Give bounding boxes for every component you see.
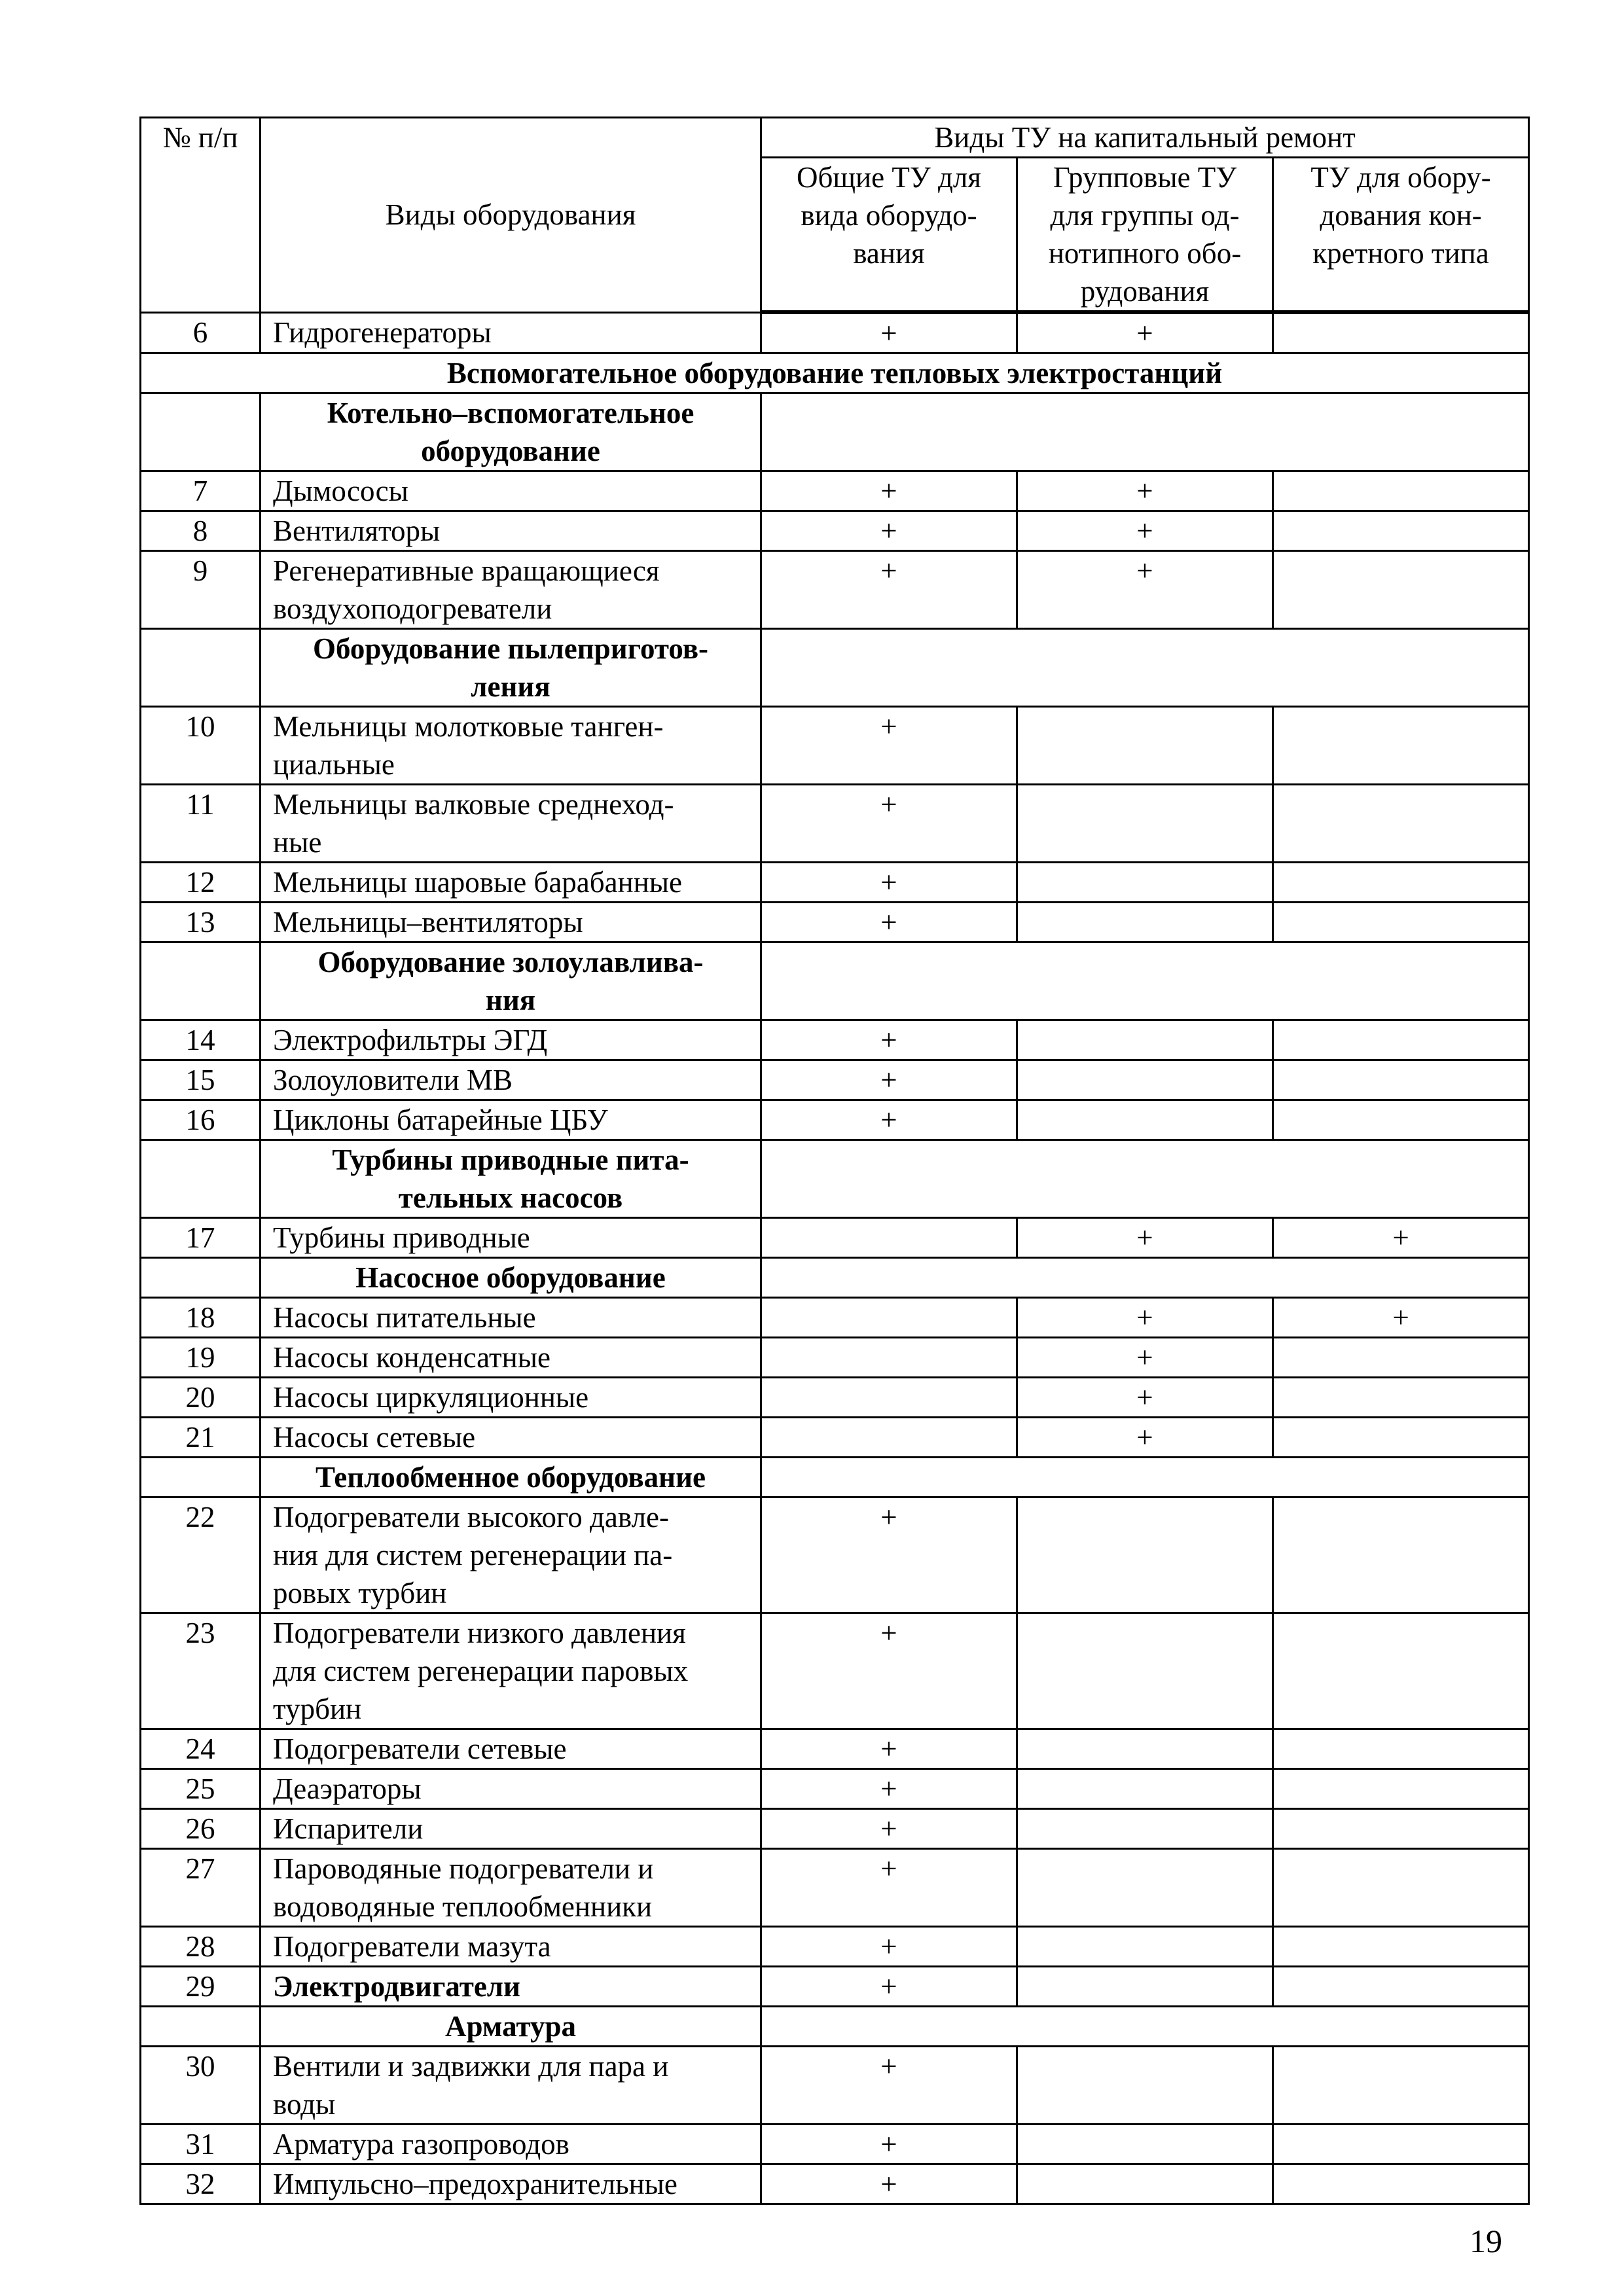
general-tu-mark: + xyxy=(761,1613,1017,1729)
group-tu-mark: + xyxy=(1017,511,1273,551)
specific-tu-mark xyxy=(1273,903,1529,942)
specific-tu-mark xyxy=(1273,2164,1529,2204)
header-equipment: Виды оборудования xyxy=(261,118,761,313)
group-tu-mark: + xyxy=(1017,471,1273,511)
section-row xyxy=(141,353,1529,393)
specific-tu-mark xyxy=(1273,1060,1529,1100)
specific-tu-mark xyxy=(1273,1927,1529,1967)
group-tu-mark: + xyxy=(1017,1338,1273,1378)
general-tu-mark: + xyxy=(761,1729,1017,1769)
subsection-row xyxy=(141,629,1529,707)
table-row xyxy=(141,551,1529,629)
general-tu-mark: + xyxy=(761,551,1017,629)
general-tu-mark: + xyxy=(761,1020,1017,1060)
specific-tu-mark xyxy=(1273,551,1529,629)
equipment-name: Вентили и задвижки для пара и воды xyxy=(261,2047,761,2125)
subsection-title: Теплообменное оборудование xyxy=(261,1458,761,1498)
subsection-row xyxy=(141,942,1529,1020)
group-tu-mark xyxy=(1017,1100,1273,1140)
row-number: 15 xyxy=(141,1060,261,1100)
table-row xyxy=(141,903,1529,942)
specific-tu-mark xyxy=(1273,511,1529,551)
table-row xyxy=(141,471,1529,511)
specific-tu-mark xyxy=(1273,1020,1529,1060)
general-tu-mark: + xyxy=(761,1060,1017,1100)
table-row xyxy=(141,863,1529,903)
equipment-name: Мельницы валковые среднеход- ные xyxy=(261,785,761,863)
general-tu-mark xyxy=(761,1418,1017,1458)
header-specific: ТУ для обору- дования кон- кретного типа xyxy=(1273,158,1529,313)
general-tu-mark: + xyxy=(761,2125,1017,2164)
equipment-name: Импульсно–предохранительные xyxy=(261,2164,761,2204)
specific-tu-mark: + xyxy=(1273,1218,1529,1258)
specific-tu-mark xyxy=(1273,1378,1529,1418)
row-number: 26 xyxy=(141,1809,261,1849)
equipment-name: Насосы сетевые xyxy=(261,1418,761,1458)
specific-tu-mark xyxy=(1273,2047,1529,2125)
table-row xyxy=(141,1927,1529,1967)
table-row xyxy=(141,1338,1529,1378)
empty-num-cell xyxy=(141,942,261,1020)
general-tu-mark: + xyxy=(761,1849,1017,1927)
general-tu-mark: + xyxy=(761,2047,1017,2125)
row-number: 31 xyxy=(141,2125,261,2164)
row-number: 24 xyxy=(141,1729,261,1769)
general-tu-mark xyxy=(761,1378,1017,1418)
row-number: 14 xyxy=(141,1020,261,1060)
group-tu-mark xyxy=(1017,863,1273,903)
row-number: 18 xyxy=(141,1298,261,1338)
specific-tu-mark xyxy=(1273,312,1529,353)
row-number: 16 xyxy=(141,1100,261,1140)
table-row xyxy=(141,1849,1529,1927)
equipment-name: Насосы питательные xyxy=(261,1298,761,1338)
equipment-name: Мельницы шаровые барабанные xyxy=(261,863,761,903)
specific-tu-mark xyxy=(1273,1100,1529,1140)
group-tu-mark: + xyxy=(1017,1378,1273,1418)
group-tu-mark xyxy=(1017,1849,1273,1927)
subsection-title: Оборудование золоулавлива- ния xyxy=(261,942,761,1020)
table-row xyxy=(141,1378,1529,1418)
equipment-name: Мельницы–вентиляторы xyxy=(261,903,761,942)
general-tu-mark: + xyxy=(761,785,1017,863)
row-number: 20 xyxy=(141,1378,261,1418)
empty-num-cell xyxy=(141,1140,261,1218)
general-tu-mark: + xyxy=(761,707,1017,785)
row-number: 9 xyxy=(141,551,261,629)
general-tu-mark: + xyxy=(761,471,1017,511)
group-tu-mark: + xyxy=(1017,551,1273,629)
equipment-name: Насосы конденсатные xyxy=(261,1338,761,1378)
equipment-name: Вентиляторы xyxy=(261,511,761,551)
group-tu-mark xyxy=(1017,1498,1273,1613)
equipment-name: Золоуловители МВ xyxy=(261,1060,761,1100)
row-number: 13 xyxy=(141,903,261,942)
group-tu-mark: + xyxy=(1017,312,1273,353)
empty-marks-cell xyxy=(761,393,1529,471)
empty-num-cell xyxy=(141,2007,261,2047)
general-tu-mark: + xyxy=(761,1809,1017,1849)
specific-tu-mark xyxy=(1273,1769,1529,1809)
general-tu-mark: + xyxy=(761,2164,1017,2204)
table-row xyxy=(141,1967,1529,2007)
equipment-name: Дымососы xyxy=(261,471,761,511)
equipment-name: Подогреватели высокого давле- ния для систем регенерации па- ровых турбин xyxy=(261,1498,761,1613)
header-row-1 xyxy=(141,118,1529,158)
empty-num-cell xyxy=(141,629,261,707)
row-number: 19 xyxy=(141,1338,261,1378)
group-tu-mark xyxy=(1017,2047,1273,2125)
row-number: 11 xyxy=(141,785,261,863)
table-row xyxy=(141,1498,1529,1613)
table-row xyxy=(141,1060,1529,1100)
row-number: 21 xyxy=(141,1418,261,1458)
general-tu-mark: + xyxy=(761,863,1017,903)
group-tu-mark: + xyxy=(1017,1298,1273,1338)
equipment-name: Подогреватели низкого давления для систем регенерации паровых турбин xyxy=(261,1613,761,1729)
table-row xyxy=(141,1613,1529,1729)
table-row xyxy=(141,1218,1529,1258)
empty-num-cell xyxy=(141,393,261,471)
group-tu-mark: + xyxy=(1017,1218,1273,1258)
table-row xyxy=(141,1298,1529,1338)
table-row xyxy=(141,785,1529,863)
equipment-name: Подогреватели мазута xyxy=(261,1927,761,1967)
table-row xyxy=(141,2164,1529,2204)
table-row xyxy=(141,1729,1529,1769)
row-number: 32 xyxy=(141,2164,261,2204)
subsection-title: Насосное оборудование xyxy=(261,1258,761,1298)
group-tu-mark xyxy=(1017,1769,1273,1809)
group-tu-mark xyxy=(1017,785,1273,863)
row-number: 30 xyxy=(141,2047,261,2125)
subsection-row xyxy=(141,2007,1529,2047)
equipment-name: Электродвигатели xyxy=(261,1967,761,2007)
equipment-name: Подогреватели сетевые xyxy=(261,1729,761,1769)
row-number: 28 xyxy=(141,1927,261,1967)
subsection-row xyxy=(141,393,1529,471)
subsection-row xyxy=(141,1458,1529,1498)
equipment-name: Пароводяные подогреватели и водоводяные теплообменники xyxy=(261,1849,761,1927)
general-tu-mark: + xyxy=(761,903,1017,942)
group-tu-mark xyxy=(1017,1020,1273,1060)
general-tu-mark: + xyxy=(761,1967,1017,2007)
group-tu-mark: + xyxy=(1017,1418,1273,1458)
equipment-name: Деаэраторы xyxy=(261,1769,761,1809)
empty-marks-cell xyxy=(761,629,1529,707)
specific-tu-mark xyxy=(1273,1338,1529,1378)
header-num: № п/п xyxy=(141,118,261,313)
empty-marks-cell xyxy=(761,942,1529,1020)
general-tu-mark: + xyxy=(761,1927,1017,1967)
table-row xyxy=(141,1100,1529,1140)
specific-tu-mark xyxy=(1273,1729,1529,1769)
general-tu-mark xyxy=(761,1298,1017,1338)
general-tu-mark xyxy=(761,1338,1017,1378)
equipment-name: Регенеративные вращающиеся воздухоподогреватели xyxy=(261,551,761,629)
general-tu-mark: + xyxy=(761,1498,1017,1613)
general-tu-mark: + xyxy=(761,1100,1017,1140)
row-number: 23 xyxy=(141,1613,261,1729)
table-row xyxy=(141,1769,1529,1809)
equipment-table xyxy=(139,117,1530,2205)
row-number: 12 xyxy=(141,863,261,903)
specific-tu-mark xyxy=(1273,1809,1529,1849)
specific-tu-mark xyxy=(1273,1849,1529,1927)
specific-tu-mark xyxy=(1273,863,1529,903)
row-number: 29 xyxy=(141,1967,261,2007)
row-number: 6 xyxy=(141,312,261,353)
group-tu-mark xyxy=(1017,2164,1273,2204)
row-number: 7 xyxy=(141,471,261,511)
table-row xyxy=(141,312,1529,353)
group-tu-mark xyxy=(1017,1060,1273,1100)
row-number: 27 xyxy=(141,1849,261,1927)
row-number: 25 xyxy=(141,1769,261,1809)
empty-marks-cell xyxy=(761,1140,1529,1218)
specific-tu-mark xyxy=(1273,707,1529,785)
group-tu-mark xyxy=(1017,1927,1273,1967)
equipment-name: Мельницы молотковые танген- циальные xyxy=(261,707,761,785)
table-row xyxy=(141,2047,1529,2125)
equipment-name: Арматура газопроводов xyxy=(261,2125,761,2164)
subsection-row xyxy=(141,1140,1529,1218)
specific-tu-mark xyxy=(1273,1613,1529,1729)
general-tu-mark: + xyxy=(761,1769,1017,1809)
table-row xyxy=(141,1020,1529,1060)
header-general: Общие ТУ для вида оборудо- вания xyxy=(761,158,1017,313)
group-tu-mark xyxy=(1017,1967,1273,2007)
empty-num-cell xyxy=(141,1258,261,1298)
table-row xyxy=(141,2125,1529,2164)
table-row xyxy=(141,511,1529,551)
general-tu-mark: + xyxy=(761,511,1017,551)
table-row xyxy=(141,707,1529,785)
group-tu-mark xyxy=(1017,1809,1273,1849)
specific-tu-mark xyxy=(1273,785,1529,863)
empty-marks-cell xyxy=(761,2007,1529,2047)
empty-num-cell xyxy=(141,1458,261,1498)
header-group: Групповые ТУ для группы од- нотипного обо- рудования xyxy=(1017,158,1273,313)
page-number: 19 xyxy=(1470,2223,1502,2259)
group-tu-mark xyxy=(1017,1613,1273,1729)
empty-marks-cell xyxy=(761,1258,1529,1298)
equipment-name: Циклоны батарейные ЦБУ xyxy=(261,1100,761,1140)
row-number: 22 xyxy=(141,1498,261,1613)
equipment-name: Насосы циркуляционные xyxy=(261,1378,761,1418)
subsection-title: Оборудование пылеприготов- ления xyxy=(261,629,761,707)
section-title: Вспомогательное оборудование тепловых электростанций xyxy=(141,353,1529,393)
general-tu-mark xyxy=(761,1218,1017,1258)
table-row xyxy=(141,1809,1529,1849)
subsection-title: Котельно–вспомогательное оборудование xyxy=(261,393,761,471)
table-row xyxy=(141,1418,1529,1458)
group-tu-mark xyxy=(1017,903,1273,942)
equipment-name: Электрофильтры ЭГД xyxy=(261,1020,761,1060)
specific-tu-mark: + xyxy=(1273,1298,1529,1338)
equipment-name: Гидрогенераторы xyxy=(261,312,761,353)
group-tu-mark xyxy=(1017,1729,1273,1769)
equipment-name: Испарители xyxy=(261,1809,761,1849)
row-number: 10 xyxy=(141,707,261,785)
subsection-row xyxy=(141,1258,1529,1298)
subsection-title: Турбины приводные пита- тельных насосов xyxy=(261,1140,761,1218)
equipment-name: Турбины приводные xyxy=(261,1218,761,1258)
subsection-title: Арматура xyxy=(261,2007,761,2047)
specific-tu-mark xyxy=(1273,2125,1529,2164)
group-tu-mark xyxy=(1017,2125,1273,2164)
specific-tu-mark xyxy=(1273,471,1529,511)
specific-tu-mark xyxy=(1273,1967,1529,2007)
header-group-title: Виды ТУ на капитальный ремонт xyxy=(761,118,1529,158)
row-number: 17 xyxy=(141,1218,261,1258)
group-tu-mark xyxy=(1017,707,1273,785)
empty-marks-cell xyxy=(761,1458,1529,1498)
row-number: 8 xyxy=(141,511,261,551)
specific-tu-mark xyxy=(1273,1498,1529,1613)
specific-tu-mark xyxy=(1273,1418,1529,1458)
general-tu-mark: + xyxy=(761,312,1017,353)
